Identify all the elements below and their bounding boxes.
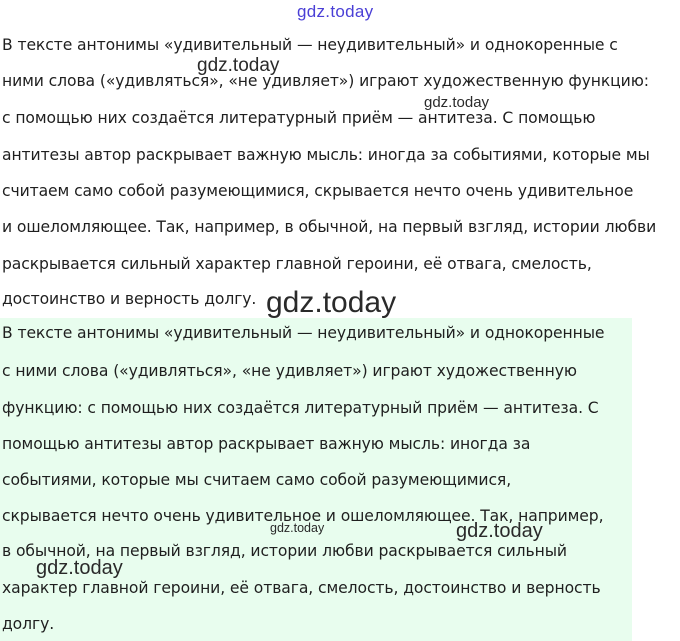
paragraph-2-line-3: функцию: с помощью них создаётся литературный приём — антитеза. С bbox=[2, 399, 599, 417]
paragraph-1-line-5: считаем само собой разумеющимися, скрывается нечто очень удивительное bbox=[2, 182, 634, 200]
watermark-overlay: gdz.today bbox=[270, 521, 325, 535]
paragraph-2-line-1: В тексте антонимы «удивительный — неудивительный» и однокоренные bbox=[2, 324, 605, 342]
paragraph-1-line-3: с помощью них создаётся литературный приём — антитеза. С помощью bbox=[2, 109, 596, 127]
paragraph-2-line-2: с ними слова («удивляться», «не удивляет») играют художественную bbox=[2, 362, 577, 380]
paragraph-2-line-6: скрывается нечто очень удивительное и ошеломляющее. Так, например, bbox=[2, 507, 604, 525]
watermark-overlay: gdz.today bbox=[266, 286, 397, 319]
watermark-overlay: gdz.today bbox=[424, 94, 490, 111]
paragraph-2-line-9: долгу. bbox=[2, 615, 55, 633]
site-watermark: gdz.today bbox=[297, 2, 374, 21]
paragraph-2-line-8: характер главной героини, её отвага, смелость, достоинство и верность bbox=[2, 579, 601, 597]
watermark-overlay: gdz.today bbox=[456, 520, 543, 542]
paragraph-2-line-7: в обычной, на первый взгляд, истории любви раскрывается сильный bbox=[2, 542, 567, 560]
paragraph-1-line-4: антитезы автор раскрывает важную мысль: иногда за событиями, которые мы bbox=[2, 146, 650, 164]
paragraph-1-line-6: и ошеломляющее. Так, например, в обычной, на первый взгляд, истории любви bbox=[2, 218, 657, 236]
paragraph-1-line-8: достоинство и верность долгу. bbox=[2, 290, 257, 308]
paragraph-1-line-7: раскрывается сильный характер главной героини, её отвага, смелость, bbox=[2, 255, 592, 273]
watermark-overlay: gdz.today bbox=[197, 55, 280, 76]
paragraph-2-line-5: событиями, которые мы считаем само собой разумеющимися, bbox=[2, 471, 512, 489]
paragraph-1-line-1: В тексте антонимы «удивительный — неудивительный» и однокоренные с bbox=[2, 36, 618, 54]
paragraph-2-line-4: помощью антитезы автор раскрывает важную мысль: иногда за bbox=[2, 435, 531, 453]
watermark-overlay: gdz.today bbox=[36, 557, 123, 579]
paragraph-1-line-2: ними слова («удивляться», «не удивляет») играют художественную функцию: bbox=[2, 72, 649, 90]
